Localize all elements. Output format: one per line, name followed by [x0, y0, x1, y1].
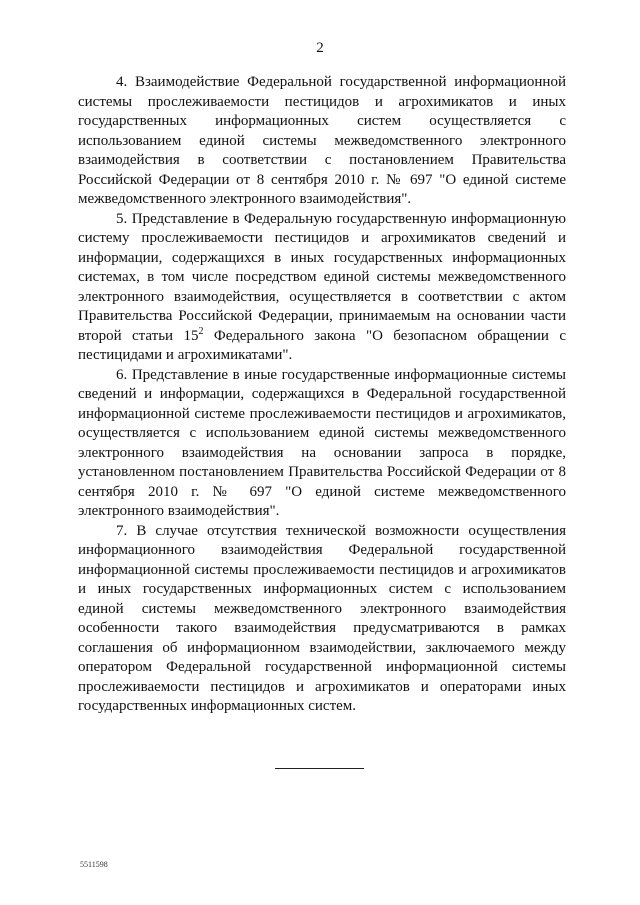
- paragraph-5-text-end: Федерального закона "О безопасном обращении с пестицидами и агрохимикатами".: [78, 327, 566, 363]
- paragraph-5-text-start: 5. Представление в Федеральную государственную информационную систему прослеживаемости пестицидов и агрохимикатов сведений и информации, содержащихся в иных государственных информационных системах, в том числе посредством единой системы межведомственного электронного взаимодействия, осуществляется в соответствии с актом Правительства Российской Федерации, принимаемым на основании части второй статьи 15: [78, 210, 566, 344]
- end-separator-line: [275, 768, 364, 769]
- article-superscript: 2: [198, 325, 204, 337]
- document-body: [78, 73, 566, 717]
- page-number: 2: [316, 40, 324, 56]
- paragraph-7: 7. В случае отсутствия технической возможности осуществления информационного взаимодействия Федеральной государственной информационной системы прослеживаемости пестицидов и агрохимикатов и иных государственных информационных систем с использованием единой системы межведомственного электронного взаимодействия особенности такого взаимодействия предусматриваются в рамках соглашения об информационном взаимодействии, заключаемого между оператором Федеральной государственной информационной системы прослеживаемости пестицидов и агрохимикатов и операторами иных государственных информационных систем.: [78, 522, 566, 714]
- document-code: 5511598: [80, 860, 108, 869]
- paragraph-4: 4. Взаимодействие Федеральной государственной информационной системы прослеживаемости пестицидов и агрохимикатов и иных государственных информационных систем осуществляется с использованием единой системы межведомственного электронного взаимодействия в соответствии с постановлением Правительства Российской Федерации от 8 сентября 2010 г. № 697 "О единой системе межведомственного электронного взаимодействия".: [78, 74, 566, 207]
- paragraph-5: [78, 210, 566, 366]
- paragraph-6: 6. Представление в иные государственные информационные системы сведений и информации, содержащихся в Федеральной государственной информационной системе прослеживаемости пестицидов и агрохимикатов, осуществляется с использованием единой системы межведомственного электронного взаимодействия на основании запроса в порядке, установленном постановлением Правительства Российской Федерации от 8 сентября 2010 г. № 697 "О единой системе межведомственного электронного взаимодействия".: [78, 366, 566, 519]
